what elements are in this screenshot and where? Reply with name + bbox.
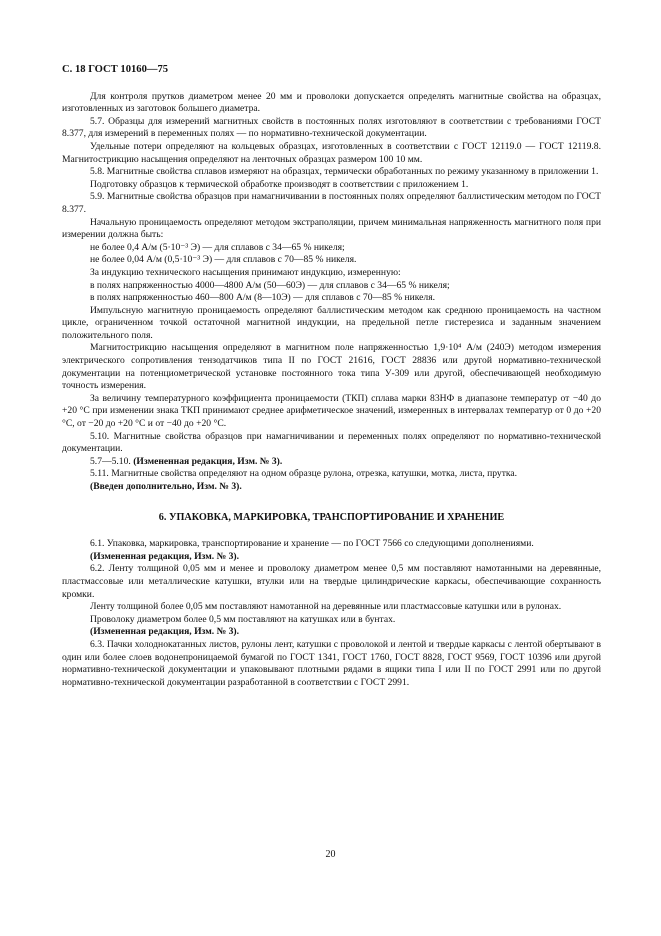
paragraph: 6.1. Упаковка, маркировка, транспортирование и хранение — по ГОСТ 7566 со следующими дополнениями. [90, 538, 534, 550]
paragraph: За величину температурного коэффициента проницаемости (ТКП) сплава марки 83НФ в диапазоне температур от −40 до +20 °С при изменении знака ТКП принимают среднее арифметическое значений, измеренных в интервалах температур от 0 до +20 °С, от −20 до +20 °С и от −40 до +20 °С. [62, 392, 601, 430]
paragraph: Ленту толщиной более 0,05 мм поставляют намотанной на деревянные или пластмассовые катушки или в рулонах. [90, 601, 562, 613]
amendment-range: 5.7—5.10. [90, 455, 131, 467]
section-5-body [62, 91, 601, 494]
list-line: в полях напряженностью 4000—4800 А/м (50—60Э) — для сплавов с 34—65 % никеля; [90, 279, 450, 291]
amendment-text: (Измененная редакция, Изм. № 3). [133, 455, 283, 467]
paragraph: 5.7. Образцы для измерений магнитных свойств в постоянных полях изготовляют в соответствии с требованиями ГОСТ 8.377, для измерений в переменных полях — по нормативно-технической документации. [62, 115, 601, 140]
paragraph: 5.10. Магнитные свойства образцов при намагничивании и переменных полях определяют по нормативно-технической документации. [62, 430, 601, 455]
paragraph: Магнитострикцию насыщения определяют в магнитном поле напряженностью 1,9·10⁴ А/м (240Э) методом измерения электрического сопротивления тензодатчиков типа II по ГОСТ 21616, ГОСТ 28836 или другой нормативно-технической документации на потенциометрической установке постоянного тока типа У-309 или другой, обеспечивающей необходимую точность измерения. [62, 342, 601, 392]
list-line: не более 0,04 А/м (0,5·10⁻³ Э) — для сплавов с 70—85 % никеля. [90, 254, 357, 266]
paragraph: 6.2. Ленту толщиной 0,05 мм и менее и проволоку диаметром менее 0,5 мм поставляют намотанными на деревянные, пластмассовые или металлические катушки, втулки или на твердые цилиндрические каркасы, обеспечивающие сохранность кромки. [62, 563, 601, 600]
paragraph: За индукцию технического насыщения принимают индукцию, измеренную: [90, 266, 401, 278]
amendment-note: (Введен дополнительно, Изм. № 3). [90, 481, 242, 492]
amendment-note: (Измененная редакция, Изм. № 3). [90, 550, 240, 562]
section-title: 6. УПАКОВКА, МАРКИРОВКА, ТРАНСПОРТИРОВАНИЕ И ХРАНЕНИЕ [158, 511, 505, 523]
page-number: 20 [325, 849, 336, 860]
paragraph: 5.11. Магнитные свойства определяют на одном образце рулона, отрезка, катушки, мотка, листа, прутка. [90, 468, 518, 480]
list-line: в полях напряженностью 460—800 А/м (8—10Э) — для сплавов с 70—85 % никеля. [90, 292, 436, 304]
paragraph: 5.9. Магнитные свойства образцов при намагничивании в постоянных полях определяют баллистическим методом по ГОСТ 8.377. [62, 191, 601, 215]
paragraph: 6.3. Пачки холоднокатанных листов, рулоны лент, катушки с проволокой и лентой и твердые каркасы с лентой обертывают в один или более слоев водонепроницаемой бумагой по ГОСТ 1341, ГОСТ 1760, ГОСТ 8828, ГОСТ 9569, ГОСТ 10396 или другой нормативно-технической документации и упаковывают плотными рядами в ящики типа I или II по ГОСТ 2991 или по другой нормативно-технической документации разработанной в соответствии с ГОСТ 2991. [62, 638, 601, 688]
paragraph: Начальную проницаемость определяют методом экстраполяции, причем минимальная напряженность магнитного поля при измерении должна быть: [62, 216, 601, 241]
amendment-note [62, 456, 601, 469]
paragraph: Для контроля прутков диаметром менее 20 мм и проволоки допускается определять магнитные свойства на образцах, изготовленных из заготовок большего диаметра. [62, 90, 601, 115]
paragraph: Проволоку диаметром более 0,5 мм поставляют на катушках или в бунтах. [90, 613, 396, 625]
list-line: не более 0,4 А/м (5·10⁻³ Э) — для сплавов с 34—65 % никеля; [90, 241, 345, 253]
paragraph: Импульсную магнитную проницаемость определяют баллистическим методом как среднюю проницаемость на частном цикле, ограниченном точкой остаточной магнитной индукции, на предельной петле гистерезиса и заданным значением положительного поля. [62, 304, 601, 341]
amendment-note: (Измененная редакция, Изм. № 3). [90, 626, 240, 638]
paragraph: Подготовку образцов к термической обработке производят в соответствии с приложением 1. [90, 178, 469, 190]
paragraph: Удельные потери определяют на кольцевых образцах, изготовленных в соответствии с ГОСТ 12119.0 — ГОСТ 12119.8. Магнитострикцию насыщения определяют на ленточных образцах размером 100 10 мм. [62, 140, 601, 165]
section-6-body [62, 538, 601, 689]
paragraph: 5.8. Магнитные свойства сплавов измеряют на образцах, термически обработанных по режиму указанному в приложении 1. [90, 166, 599, 178]
page-header: С. 18 ГОСТ 10160—75 [62, 64, 169, 75]
